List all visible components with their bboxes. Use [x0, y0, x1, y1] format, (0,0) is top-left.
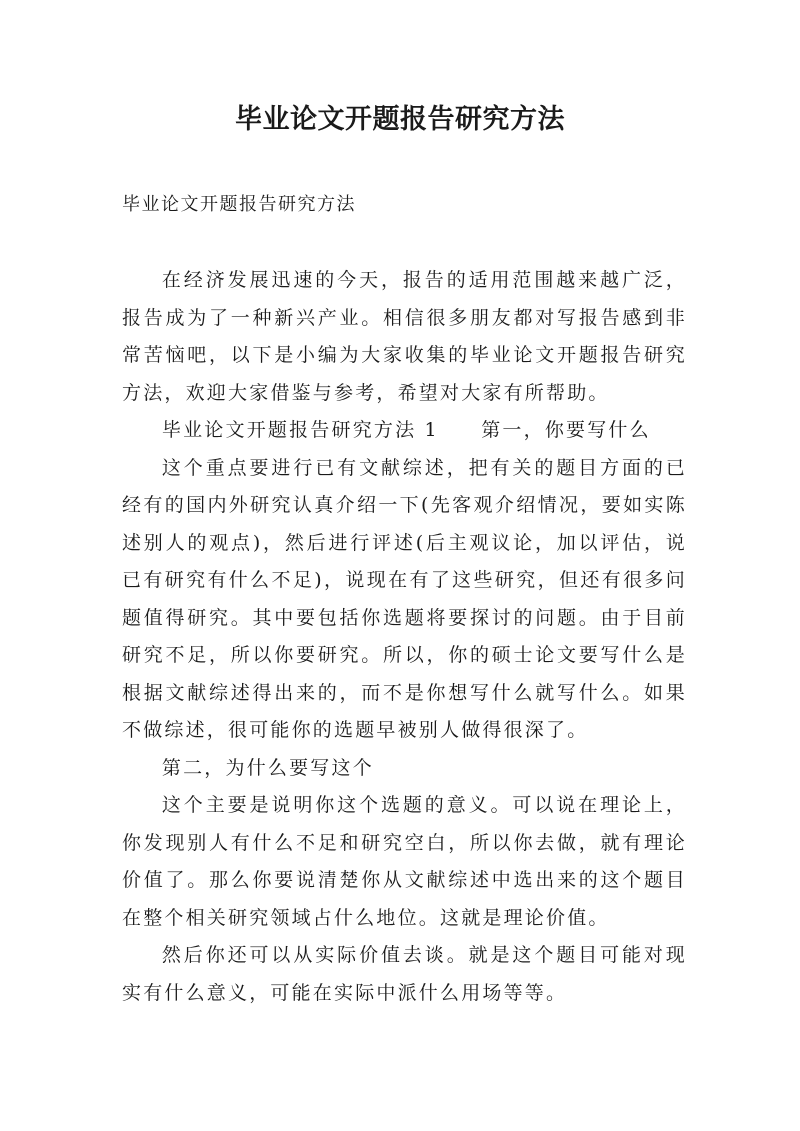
document-subtitle: 毕业论文开题报告研究方法: [122, 194, 356, 215]
body-paragraph: 这个重点要进行已有文献综述，把有关的题目方面的已经有的国内外研究认真介绍一下(先客观介绍情况，要如实陈述别人的观点)，然后进行评述(后主观议论，加以评估，说已有研究有什么不足)，说现在有了这些研究，但还有很多问题值得研究。其中要包括你选题将要探讨的问题。由于目前研究不足，所以你要研究。所以，你的硕士论文要写什么是根据文献综述得出来的，而不是你想写什么就写什么。如果不做综述，很可能你的选题早被别人做得很深了。: [122, 456, 687, 741]
document-body: [122, 262, 687, 1012]
intro-paragraph: 在经济发展迅速的今天，报告的适用范围越来越广泛，报告成为了一种新兴产业。相信很多朋友都对写报告感到非常苦恼吧，以下是小编为大家收集的毕业论文开题报告研究方法，欢迎大家借鉴与参考，希望对大家有所帮助。: [122, 269, 687, 404]
section-heading-2: 第二，为什么要写这个: [161, 756, 374, 779]
page-title: 毕业论文开题报告研究方法: [235, 104, 565, 135]
section-heading-1: 毕业论文开题报告研究方法 1 第一，你要写什么: [161, 419, 651, 441]
body-paragraph: 然后你还可以从实际价值去谈。就是这个题目可能对现实有什么意义，可能在实际中派什么用场等等。: [122, 944, 687, 1004]
body-paragraph: 这个主要是说明你这个选题的意义。可以说在理论上，你发现别人有什么不足和研究空白，所以你去做，就有理论价值了。那么你要说清楚你从文献综述中选出来的这个题目在整个相关研究领域占什么地位。这就是理论价值。: [122, 794, 687, 929]
